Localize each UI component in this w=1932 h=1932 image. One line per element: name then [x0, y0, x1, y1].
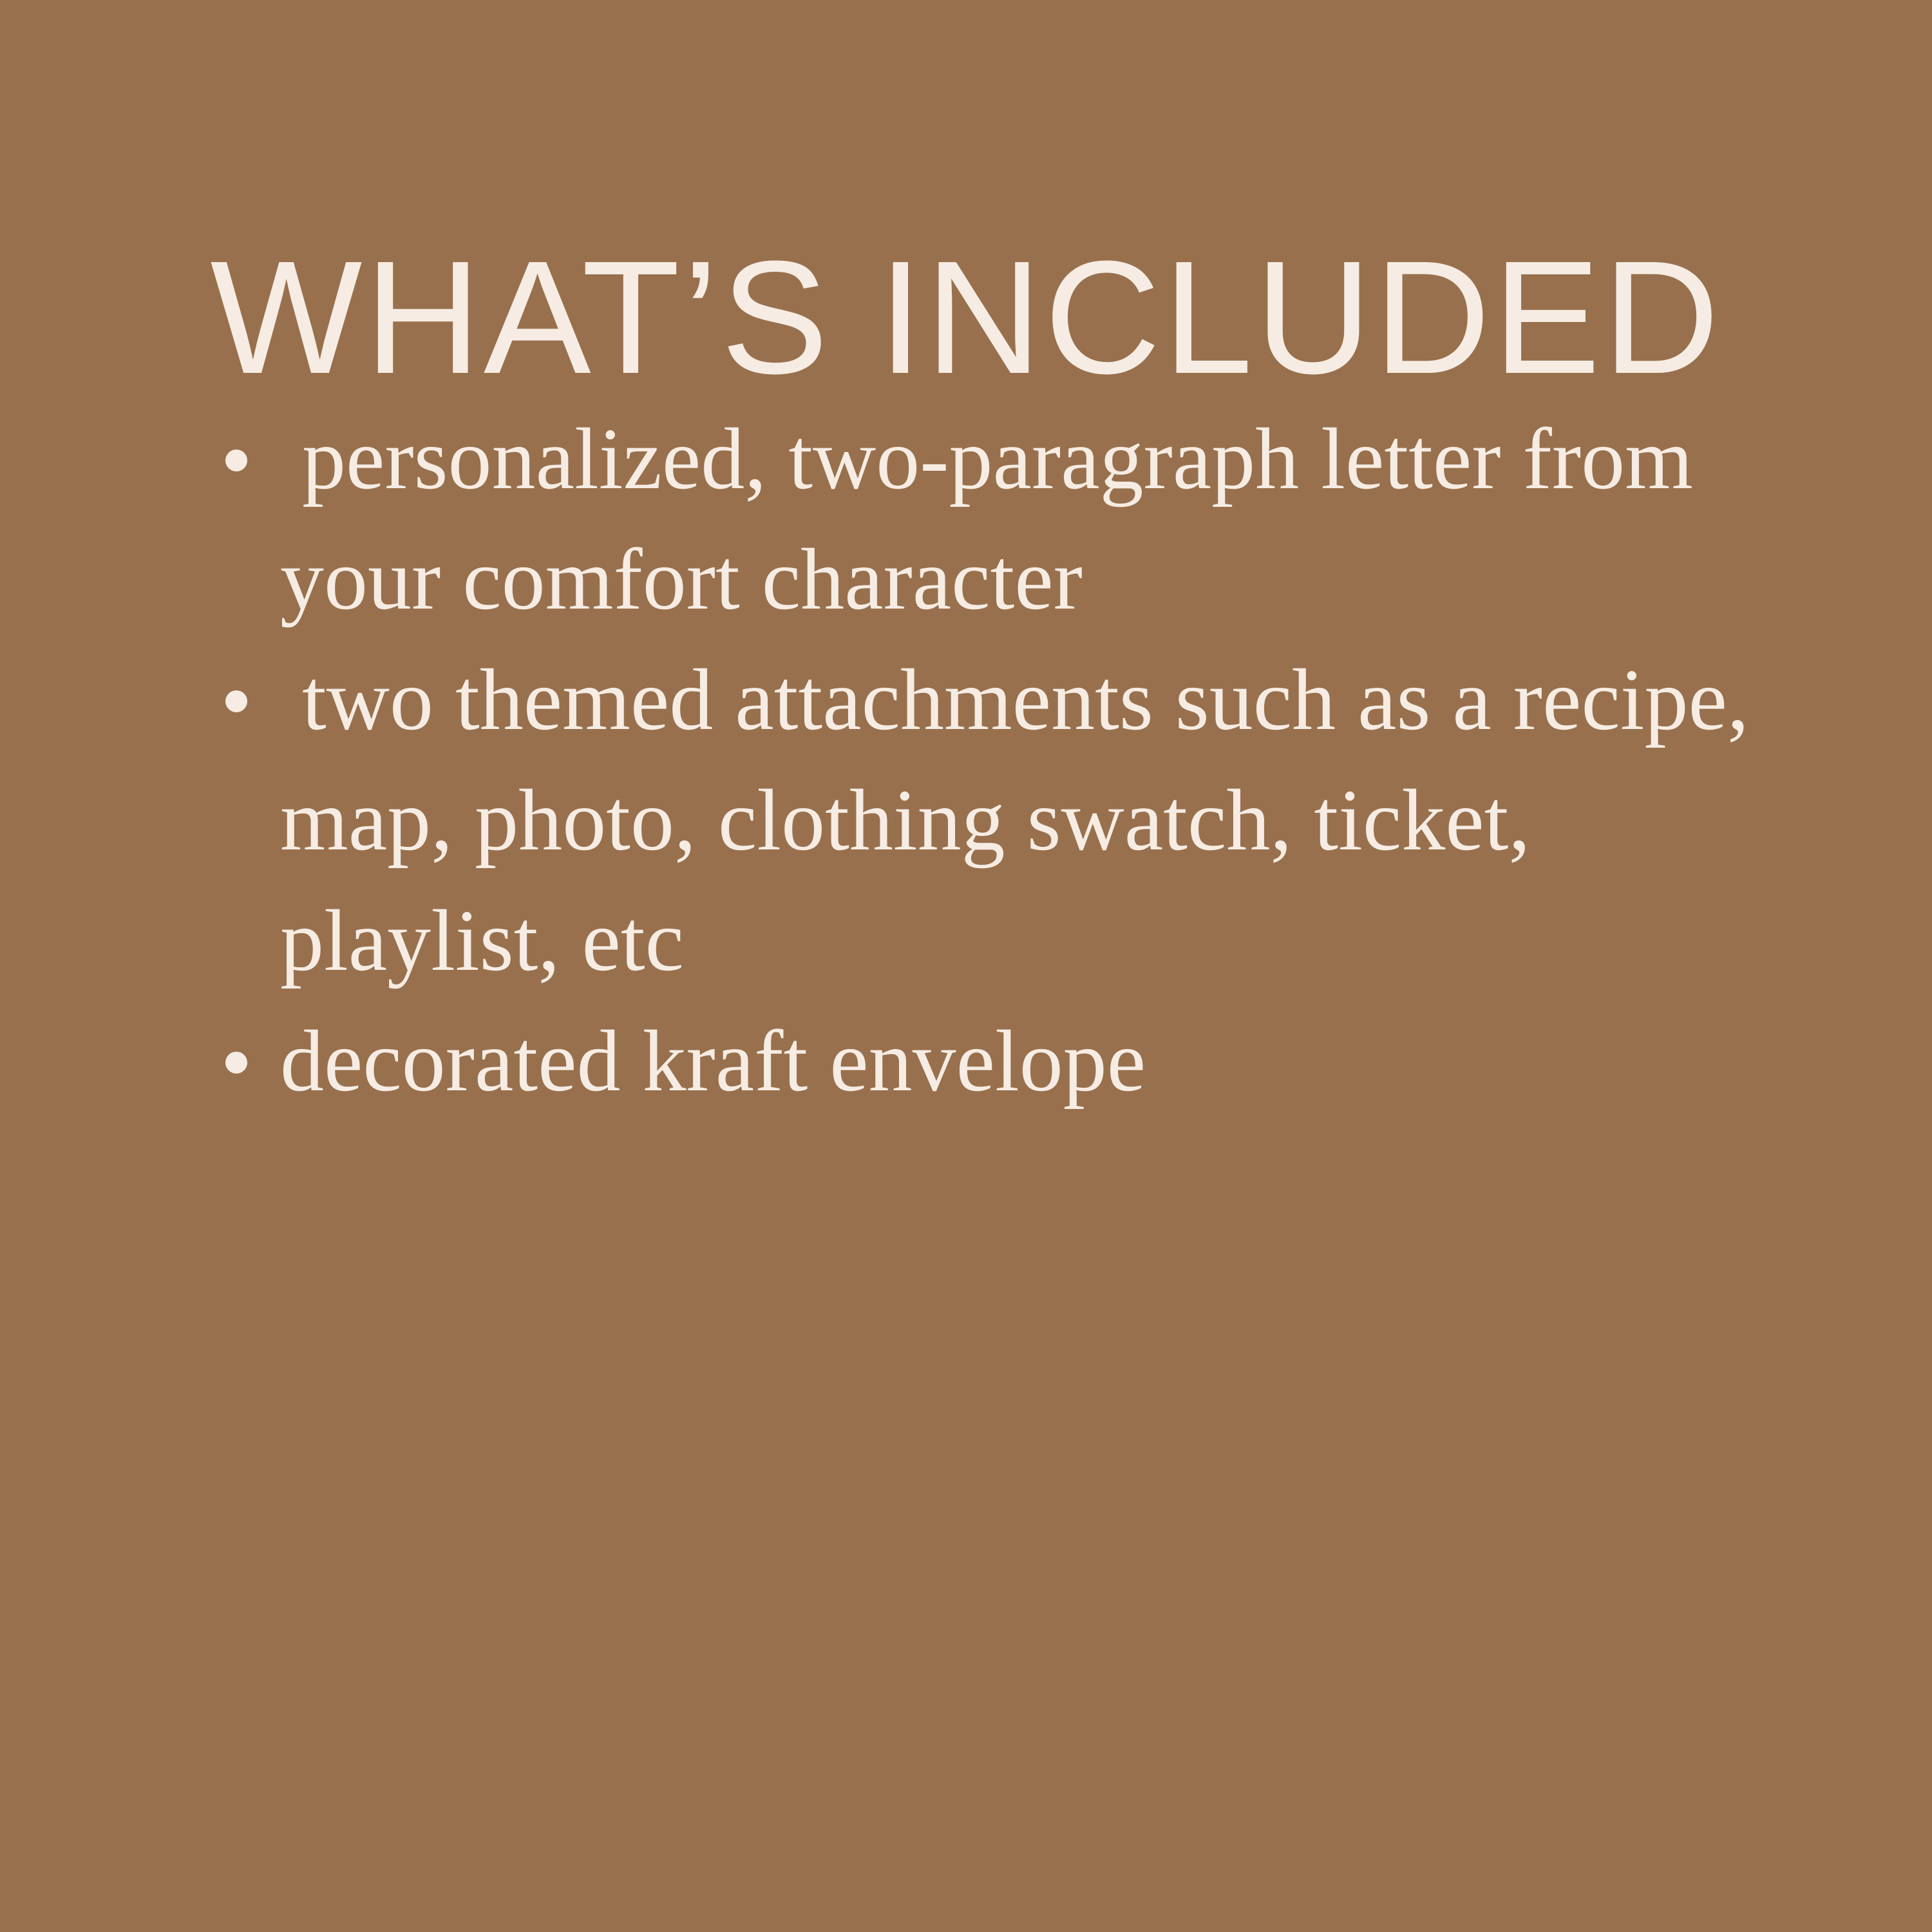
included-list: [213, 399, 1771, 1122]
list-item: [213, 640, 1771, 1001]
list-item: [213, 399, 1771, 640]
list-item: [213, 1001, 1771, 1122]
bullet-icon: [225, 1052, 247, 1074]
list-item-text: decorated kraft envelope: [280, 1013, 1146, 1110]
bullet-icon: [225, 450, 247, 471]
list-item-text: personalized, two-paragraph letter from your comfort character: [280, 411, 1715, 628]
page-title: WHAT’S INCLUDED: [210, 227, 1722, 407]
list-item-text: two themed attachments such as a recipe, map, photo, clothing swatch, ticket, playlist, etc: [280, 652, 1771, 989]
bullet-icon: [225, 690, 247, 712]
